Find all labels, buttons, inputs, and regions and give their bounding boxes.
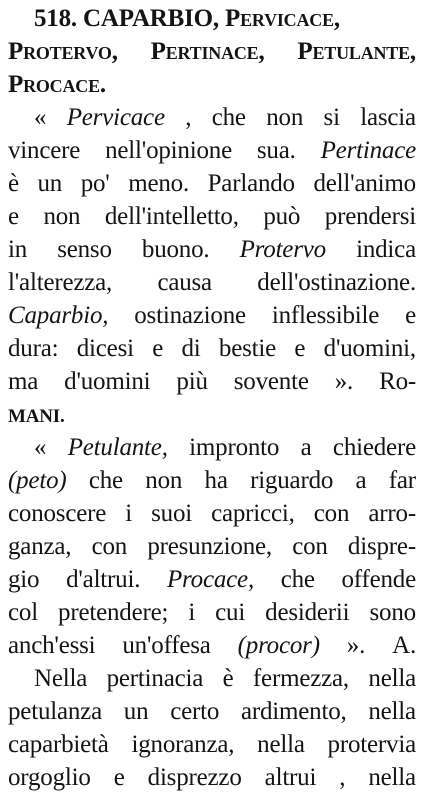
word: nella — [368, 698, 416, 725]
word: ma — [8, 368, 39, 395]
word: Procace, — [166, 566, 254, 593]
word: ignoranza, — [131, 731, 235, 758]
word: sua. — [256, 137, 296, 164]
p2-line-3 — [8, 497, 416, 530]
word: e — [405, 302, 416, 329]
word: è — [8, 170, 19, 197]
word: si — [323, 104, 340, 131]
word: Protervo — [239, 236, 326, 263]
word: dura: — [8, 335, 59, 362]
word: chiedere — [332, 434, 416, 461]
word: senso — [57, 236, 112, 263]
p2-line-2 — [8, 464, 416, 497]
p1-line-7 — [8, 299, 416, 332]
p1-line-3 — [8, 167, 416, 200]
word: d'altrui. — [66, 566, 141, 593]
word: pertinacia — [106, 665, 204, 692]
word: Pertinace — [320, 137, 416, 164]
entry-heading-line-3 — [8, 68, 416, 101]
word: un'offesa — [122, 632, 211, 659]
word: far — [388, 467, 416, 494]
word: d'uomini, — [323, 335, 416, 362]
p1-line-1 — [34, 101, 416, 134]
word: fermezza, — [252, 665, 349, 692]
word: meno. — [128, 170, 189, 197]
author-name: MANI. — [8, 406, 65, 427]
word: dicesi — [76, 335, 134, 362]
word: che — [88, 467, 123, 494]
word: dell'animo — [313, 170, 416, 197]
word: prendersi — [324, 203, 416, 230]
word: a — [300, 434, 312, 461]
word: Pervicace — [66, 104, 165, 131]
word: è — [222, 665, 234, 692]
word: con — [292, 533, 328, 560]
word: che — [211, 104, 246, 131]
word: lascia — [360, 104, 416, 131]
word: col — [8, 599, 38, 626]
word: ». — [334, 368, 354, 395]
word: indica — [356, 236, 416, 263]
word: desiderii — [265, 599, 350, 626]
word: Petulante, — [67, 434, 168, 461]
p1-line-9 — [8, 365, 416, 398]
synonym-petulante: Petulante, — [297, 38, 416, 65]
word: presunzione, — [147, 533, 272, 560]
word: bestie — [218, 335, 277, 362]
word: un — [37, 170, 63, 197]
word: pretendere; — [58, 599, 169, 626]
word: e — [8, 203, 19, 230]
word: po' — [80, 170, 110, 197]
word: orgoglio — [8, 764, 91, 791]
word: un — [123, 698, 149, 725]
word: , — [185, 104, 192, 131]
word: in — [8, 236, 28, 263]
word: Ro- — [379, 368, 416, 395]
word: cui — [215, 599, 246, 626]
word: a — [355, 467, 367, 494]
synonym-procace: Procace. — [8, 71, 106, 98]
word: dell'ostinazione. — [257, 269, 416, 296]
p3-line-4 — [8, 761, 416, 794]
word: può — [263, 203, 301, 230]
synonym-protervo: Protervo, — [8, 38, 118, 65]
word: altrui — [264, 764, 317, 791]
word: impronto — [189, 434, 280, 461]
word: , — [339, 764, 346, 791]
p1-line-8 — [8, 332, 416, 365]
word: nella — [368, 665, 416, 692]
p2-line-7 — [8, 629, 416, 662]
word: Caparbio, — [8, 302, 109, 329]
word: suoi — [151, 500, 192, 527]
word: e — [294, 335, 306, 362]
word: i — [188, 599, 196, 626]
synonym-pertinace: Pertinace, — [150, 38, 265, 65]
word: certo — [170, 698, 220, 725]
entry-headword: CAPARBIO — [83, 5, 213, 32]
word: non — [145, 467, 183, 494]
word: ha — [204, 467, 228, 494]
word: caparbietà — [8, 731, 109, 758]
p1-line-10 — [8, 398, 416, 431]
word: non — [266, 104, 304, 131]
word: offende — [341, 566, 416, 593]
word: vincere — [8, 137, 81, 164]
word: (peto) — [8, 467, 67, 494]
word: sono — [369, 599, 416, 626]
word: l'alterezza, — [8, 269, 113, 296]
word: ostinazione — [134, 302, 246, 329]
p2-line-6 — [8, 596, 416, 629]
word: dispre- — [347, 533, 416, 560]
p1-line-6 — [8, 266, 416, 299]
entry-heading-line-2 — [8, 35, 416, 68]
p3-line-1 — [34, 662, 416, 695]
word: (procor) — [237, 632, 320, 659]
word: nella — [257, 731, 305, 758]
word: arro- — [368, 500, 416, 527]
p3-line-2 — [8, 695, 416, 728]
word: petulanza — [8, 698, 102, 725]
word: ardimento, — [240, 698, 347, 725]
word: « — [34, 434, 47, 461]
p2-line-4 — [8, 530, 416, 563]
word: Parlando — [207, 170, 295, 197]
word: A. — [392, 632, 416, 659]
word: di — [181, 335, 201, 362]
p1-line-2 — [8, 134, 416, 167]
word: buono. — [141, 236, 210, 263]
word: protervia — [327, 731, 416, 758]
word: capricci, — [211, 500, 295, 527]
synonym-pervicace: Pervicace — [225, 5, 334, 32]
word: d'uomini — [64, 368, 151, 395]
entry-number: 518. — [34, 5, 77, 32]
synonym-separator: , — [333, 5, 340, 32]
word: e — [152, 335, 164, 362]
word: « — [34, 104, 47, 131]
word: nella — [368, 764, 416, 791]
word: ». — [346, 632, 366, 659]
word: i — [125, 500, 132, 527]
p2-line-5 — [8, 563, 416, 596]
word: non — [43, 203, 81, 230]
word: inflessibile — [271, 302, 380, 329]
word: ganza, — [8, 533, 72, 560]
word: dell'intelletto, — [104, 203, 239, 230]
word: conoscere — [8, 500, 107, 527]
word: e — [113, 764, 125, 791]
p2-line-1 — [34, 431, 416, 464]
entry-heading-line-1 — [34, 2, 416, 35]
p3-line-3 — [8, 728, 416, 761]
word: causa — [157, 269, 212, 296]
word: sovente — [233, 368, 309, 395]
word: riguardo — [250, 467, 334, 494]
word: più — [176, 368, 208, 395]
word: disprezzo — [147, 764, 242, 791]
word: con — [313, 500, 350, 527]
word: che — [280, 566, 315, 593]
p1-line-5 — [8, 233, 416, 266]
word: nell'opinione — [105, 137, 232, 164]
word: gio — [8, 566, 40, 593]
word: Nella — [34, 665, 88, 692]
word: con — [91, 533, 128, 560]
word: anch'essi — [8, 632, 96, 659]
p1-line-4 — [8, 200, 416, 233]
headword-separator: , — [212, 5, 219, 32]
